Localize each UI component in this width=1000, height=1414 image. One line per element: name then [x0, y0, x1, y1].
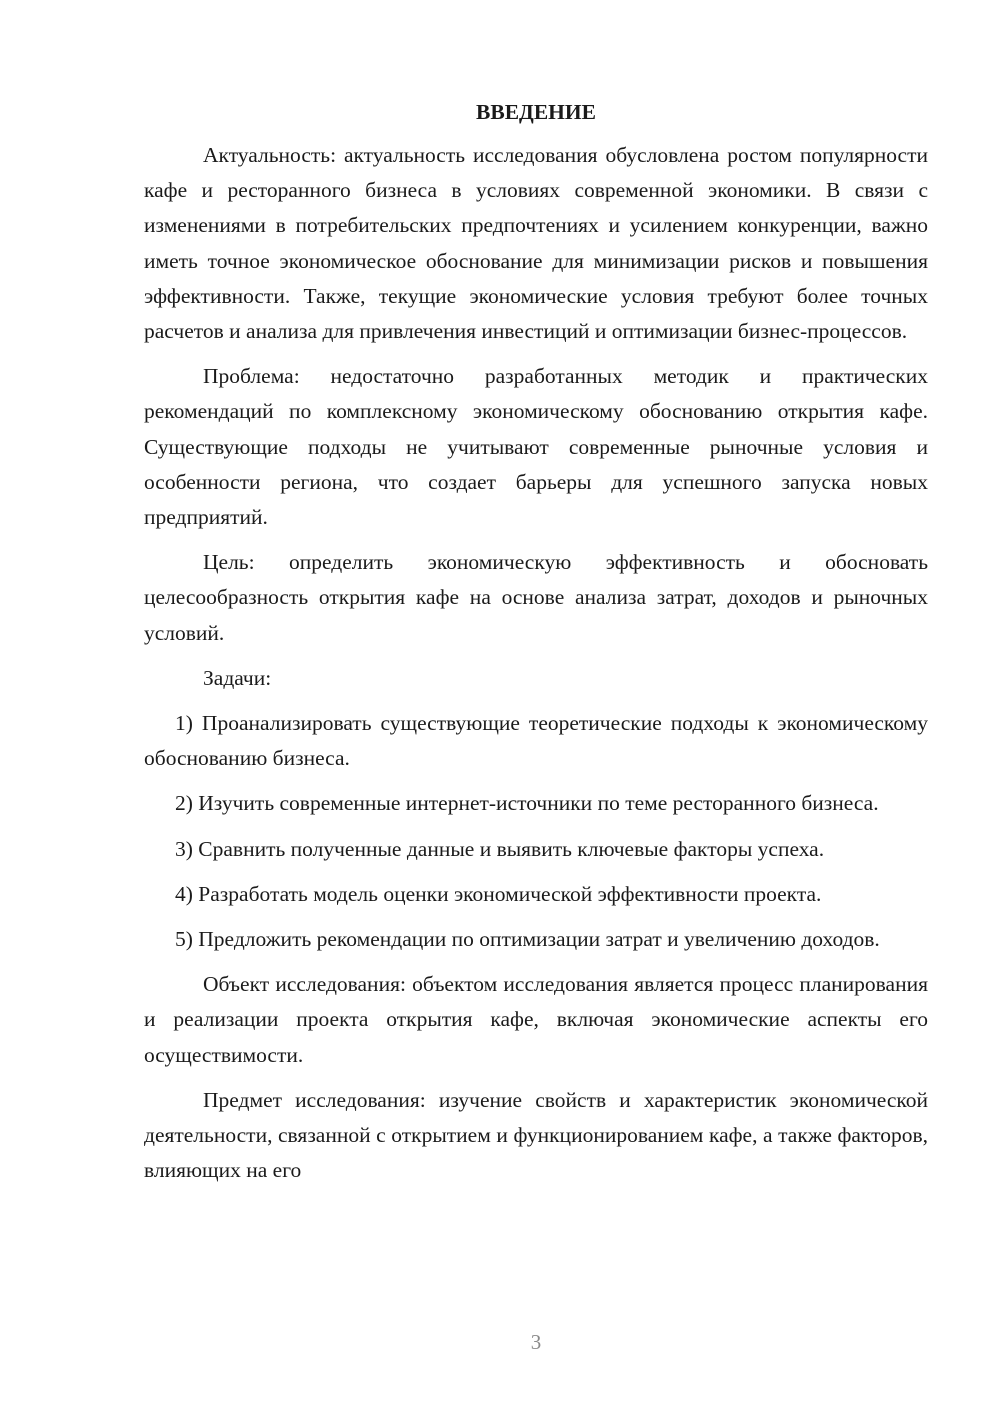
- task-item: 3) Сравнить полученные данные и выявить ключевые факторы успеха.: [175, 836, 825, 861]
- task-item: 2) Изучить современные интернет-источники по теме ресторанного бизнеса.: [175, 791, 879, 816]
- paragraph-problem: Проблема: недостаточно разработанных методик и практических рекомендаций по комплексному экономическому обоснованию открытия кафе. Существующие подходы не учитывают современные рыночные условия и особенности региона, что создает барьеры для успешного запуска новых предприятий.: [144, 364, 928, 530]
- page-number: 3: [530, 1330, 542, 1354]
- paragraph-goal: Цель: определить экономическую эффективность и обосновать целесообразность открытия кафе на основе анализа затрат, доходов и рыночных условий.: [144, 550, 928, 645]
- paragraph-subject: Предмет исследования: изучение свойств и характеристик экономической деятельности, связанной с открытием и функционированием кафе, а также факторов, влияющих на его: [144, 1087, 928, 1183]
- tasks-label: Задачи:: [203, 665, 272, 690]
- task-item: 4) Разработать модель оценки экономической эффективности проекта.: [175, 881, 822, 906]
- page-title: ВВЕДЕНИЕ: [476, 100, 596, 124]
- task-item: 5) Предложить рекомендации по оптимизации затрат и увеличению доходов.: [175, 927, 880, 952]
- paragraph-object: Объект исследования: объектом исследования является процесс планирования и реализации проекта открытия кафе, включая экономические аспекты его осуществимости.: [144, 972, 928, 1067]
- task-item: 1) Проанализировать существующие теоретические подходы к экономическому обоснованию бизнеса.: [144, 711, 928, 771]
- paragraph-relevance: Актуальность: актуальность исследования обусловлена ростом популярности кафе и ресторанного бизнеса в условиях современной экономики. В связи с изменениями в потребительских предпочтениях и усилением конкуренции, важно иметь точное экономическое обоснование для минимизации рисков и повышения эффективности. Также, текущие экономические условия требуют более точных расчетов и анализа для привлечения инвестиций и оптимизации бизнес-процессов.: [144, 143, 928, 344]
- page-content: [144, 96, 928, 1198]
